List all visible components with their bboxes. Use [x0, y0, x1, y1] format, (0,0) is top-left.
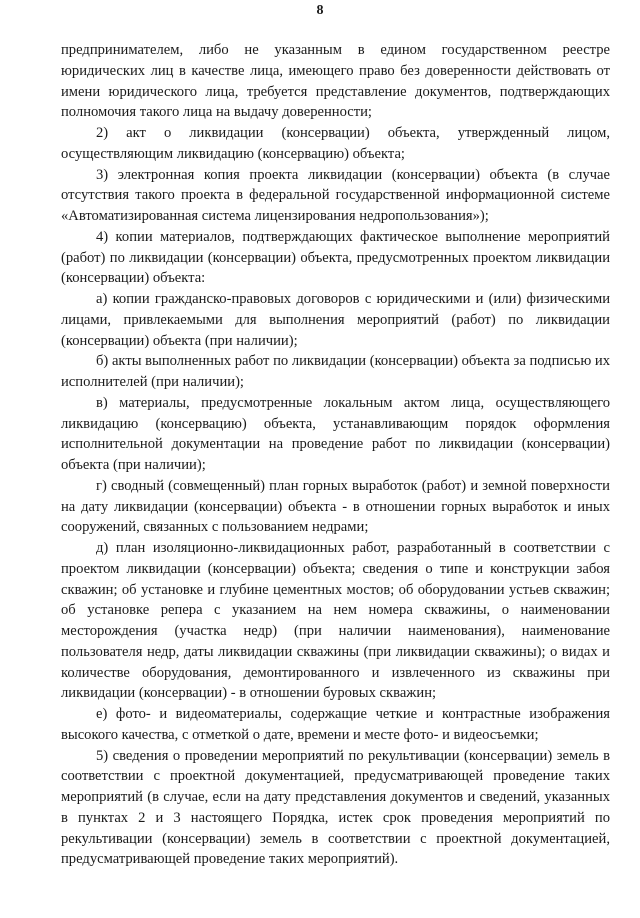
- paragraph-subitem-v: в) материалы, предусмотренные локальным актом лица, осуществляющего ликвидацию (консервацию) объекта, устанавливающим порядок оформления исполнительной документации на проведение работ по ликвидации (консервации) объекта (при наличии);: [61, 394, 610, 473]
- paragraph-subitem-g: г) сводный (совмещенный) план горных выработок (работ) и земной поверхности на дату ликвидации (консервации) объекта - в отношении горных выработок и иных сооружений, связанных с пользованием недрами;: [61, 477, 610, 536]
- document-text: [61, 40, 610, 870]
- paragraph-item-4: 4) копии материалов, подтверждающих фактическое выполнение мероприятий (работ) по ликвидации (консервации) объекта, предусмотренных проектом ликвидации (консервации) объекта:: [61, 228, 610, 287]
- paragraph-continuation: предпринимателем, либо не указанным в едином государственном реестре юридических лиц в качестве лица, имеющего право без доверенности действовать от имени юридического лица, требуется представление документов, подтверждающих полномочия такого лица на выдачу доверенности;: [61, 42, 610, 121]
- paragraph-subitem-b: б) акты выполненных работ по ликвидации (консервации) объекта за подписью их исполнителей (при наличии);: [61, 353, 610, 390]
- paragraph-subitem-e: е) фото- и видеоматериалы, содержащие четкие и контрастные изображения высокого качества, с отметкой о дате, времени и месте фото- и видеосъемки;: [61, 706, 610, 743]
- paragraph-item-3: 3) электронная копия проекта ликвидации (консервации) объекта (в случае отсутствия такого проекта в федеральной государственной информационной системе «Автоматизированная система лицензирования недропользования»);: [61, 166, 610, 224]
- paragraph-subitem-a: а) копии гражданско-правовых договоров с юридическими и (или) физическими лицами, привлекаемыми для выполнения мероприятий (работ) по ликвидации (консервации) объекта (при наличии);: [61, 291, 610, 349]
- page-number: 8: [316, 3, 324, 18]
- paragraph-item-5: 5) сведения о проведении мероприятий по рекультивации (консервации) земель в соответствии с проектной документацией, предусматривающей проведение таких мероприятий (в случае, если на дату представления документов и сведений, указанных в пунктах 2 и 3 настоящего Порядка, истек срок проведения мероприятий по рекультивации (консервации) земель в соответствии с проектной документацией, предусматривающей проведение таких мероприятий).: [61, 747, 610, 868]
- paragraph-item-2: 2) акт о ликвидации (консервации) объекта, утвержденный лицом, осуществляющим ликвидацию (консервацию) объекта;: [61, 125, 610, 162]
- paragraph-subitem-d: д) план изоляционно-ликвидационных работ, разработанный в соответствии с проектом ликвидации (консервации) объекта; сведения о типе и конструкции забоя скважин; об установке и глубине цементных мостов; об оборудовании устьев скважин; об установке репера с указанием на нем номера скважины, о наименовании месторождения (участка недр) (при наличии наименования), наименование пользователя недр, даты ликвидации скважины (при ликвидации скважины); о видах и количестве оборудования, демонтированного и извлеченного из скважины при ликвидации (консервации) - в отношении буровых скважин;: [61, 540, 610, 702]
